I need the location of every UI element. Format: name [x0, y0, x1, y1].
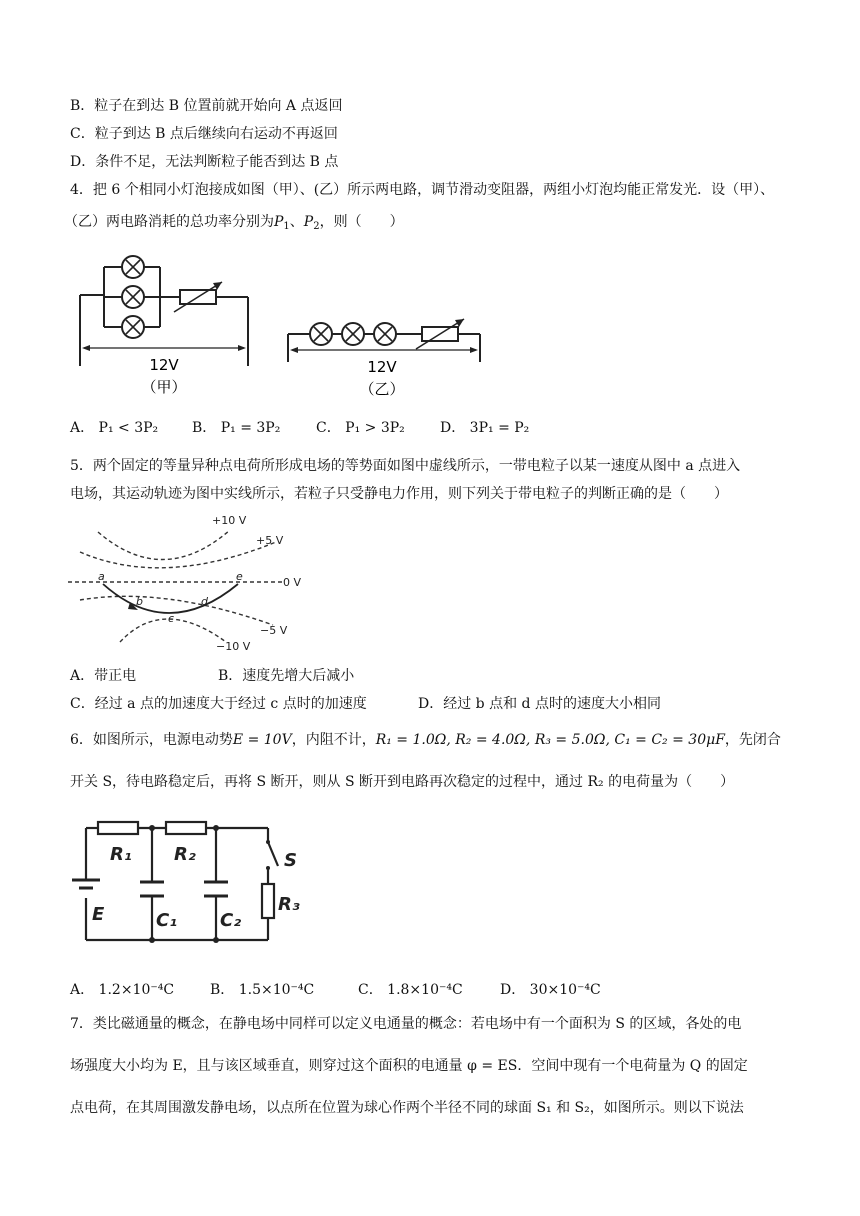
q5-option-c: C．经过 a 点的加速度大于经过 c 点时的加速度: [70, 696, 367, 712]
q6-label-e: E: [92, 904, 105, 925]
q4-stem-line1: 4．把 6 个相同小灯泡接成如图（甲）、(乙）所示两电路，调节滑动变阻器，两组小灯泡均能正常发光．设（甲）、: [70, 182, 775, 198]
q5-label-plus10: +10 V: [212, 514, 247, 527]
q4-circuit-figure: [70, 250, 500, 410]
q5-label-plus5: +5 V: [256, 534, 284, 547]
q5-stem-line2: 电场，其运动轨迹为图中实线所示，若粒子只受静电力作用，则下列关于带电粒子的判断正确的是（ ）: [70, 486, 728, 502]
q5-option-b: B．速度先增大后减小: [218, 668, 355, 684]
q6-label-c2: C₂: [220, 910, 242, 931]
q6-label-s: S: [284, 850, 297, 871]
q5-point-a: a: [98, 570, 105, 583]
q6-component-values: R₁ = 1.0Ω, R₂ = 4.0Ω, R₃ = 5.0Ω, C₁ = C₂ = 30μF: [375, 732, 725, 748]
q6-option-b: B． 1.5×10⁻⁴C: [210, 982, 315, 998]
q7-line1: 7．类比磁通量的概念，在静电场中同样可以定义电通量的概念：若电场中有一个面积为 S 的区域，各处的电: [70, 1016, 742, 1032]
q5-option-a: A．带正电: [70, 668, 137, 684]
q6-emf: E = 10V: [232, 732, 292, 748]
q6-label-r2: R₂: [174, 844, 196, 865]
q4-jia-label: （甲）: [141, 378, 187, 396]
q5-label-minus10: −10 V: [216, 640, 251, 653]
q5-label-minus5: −5 V: [260, 624, 288, 637]
q5-point-e: e: [236, 570, 243, 583]
q4-stem-prefix: （乙）两电路消耗的总功率分别为: [64, 214, 274, 230]
q5-equipotential-figure: [68, 510, 328, 660]
q4-stem-suffix: ，则（ ）: [319, 214, 404, 230]
q5-trajectory: [103, 584, 238, 613]
q5-point-d: d: [201, 595, 208, 608]
q4-jia-voltage: 12V: [149, 356, 179, 374]
q6-label-c1: C₁: [156, 910, 178, 931]
q5-point-c: c: [168, 612, 175, 625]
q6-stem-part2: ，内阻不计，: [291, 732, 376, 748]
q6-option-c: C． 1.8×10⁻⁴C: [358, 982, 463, 998]
q4-stem-line2: （乙）两电路消耗的总功率分别为$P_1$、$P_2$，则（ ）: [64, 214, 404, 232]
q6-label-r1: R₁: [110, 844, 132, 865]
q5-point-b: b: [136, 595, 143, 608]
q5-option-d: D．经过 b 点和 d 点时的速度大小相同: [418, 696, 661, 712]
q3-option-c: C．粒子到达 B 点后继续向右运动不再返回: [70, 126, 338, 142]
q4-option-d: D． 3P₁ = P₂: [440, 420, 530, 436]
q4-option-c: C． P₁ > 3P₂: [316, 420, 405, 436]
q6-option-a: A． 1.2×10⁻⁴C: [70, 982, 175, 998]
q3-option-b: B．粒子在到达 B 位置前就开始向 A 点返回: [70, 98, 343, 114]
q6-circuit-figure: [70, 820, 310, 950]
q6-stem-part1: 6．如图所示，电源电动势: [70, 732, 233, 748]
q5-label-zero: 0 V: [283, 576, 302, 589]
q3-option-d: D．条件不足，无法判断粒子能否到达 B 点: [70, 154, 339, 170]
q6-option-d: D． 30×10⁻⁴C: [500, 982, 601, 998]
q5-stem-line1: 5．两个固定的等量异种点电荷所形成电场的等势面如图中虚线所示，一带电粒子以某一速度从图中 a 点进入: [70, 458, 741, 474]
q4-option-a: A． P₁ < 3P₂: [70, 420, 159, 436]
q6-stem-line2: 开关 S，待电路稳定后，再将 S 断开，则从 S 断开到电路再次稳定的过程中，通过 R₂ 的电荷量为（ ）: [70, 774, 735, 790]
q4-yi-voltage: 12V: [367, 358, 397, 376]
q7-line2: 场强度大小均为 E，且与该区域垂直，则穿过这个面积的电通量 φ = ES．空间中现有一个电荷量为 Q 的固定: [70, 1058, 748, 1074]
q6-stem-part3: ，先闭合: [724, 732, 781, 748]
q6-stem-line1: [70, 730, 781, 750]
q6-label-r3: R₃: [278, 894, 300, 915]
q4-yi-label: （乙）: [359, 380, 405, 398]
q4-option-b: B． P₁ = 3P₂: [192, 420, 281, 436]
q7-line3: 点电荷，在其周围激发静电场，以点所在位置为球心作两个半径不同的球面 S₁ 和 S₂，如图所示。则以下说法: [70, 1100, 744, 1116]
